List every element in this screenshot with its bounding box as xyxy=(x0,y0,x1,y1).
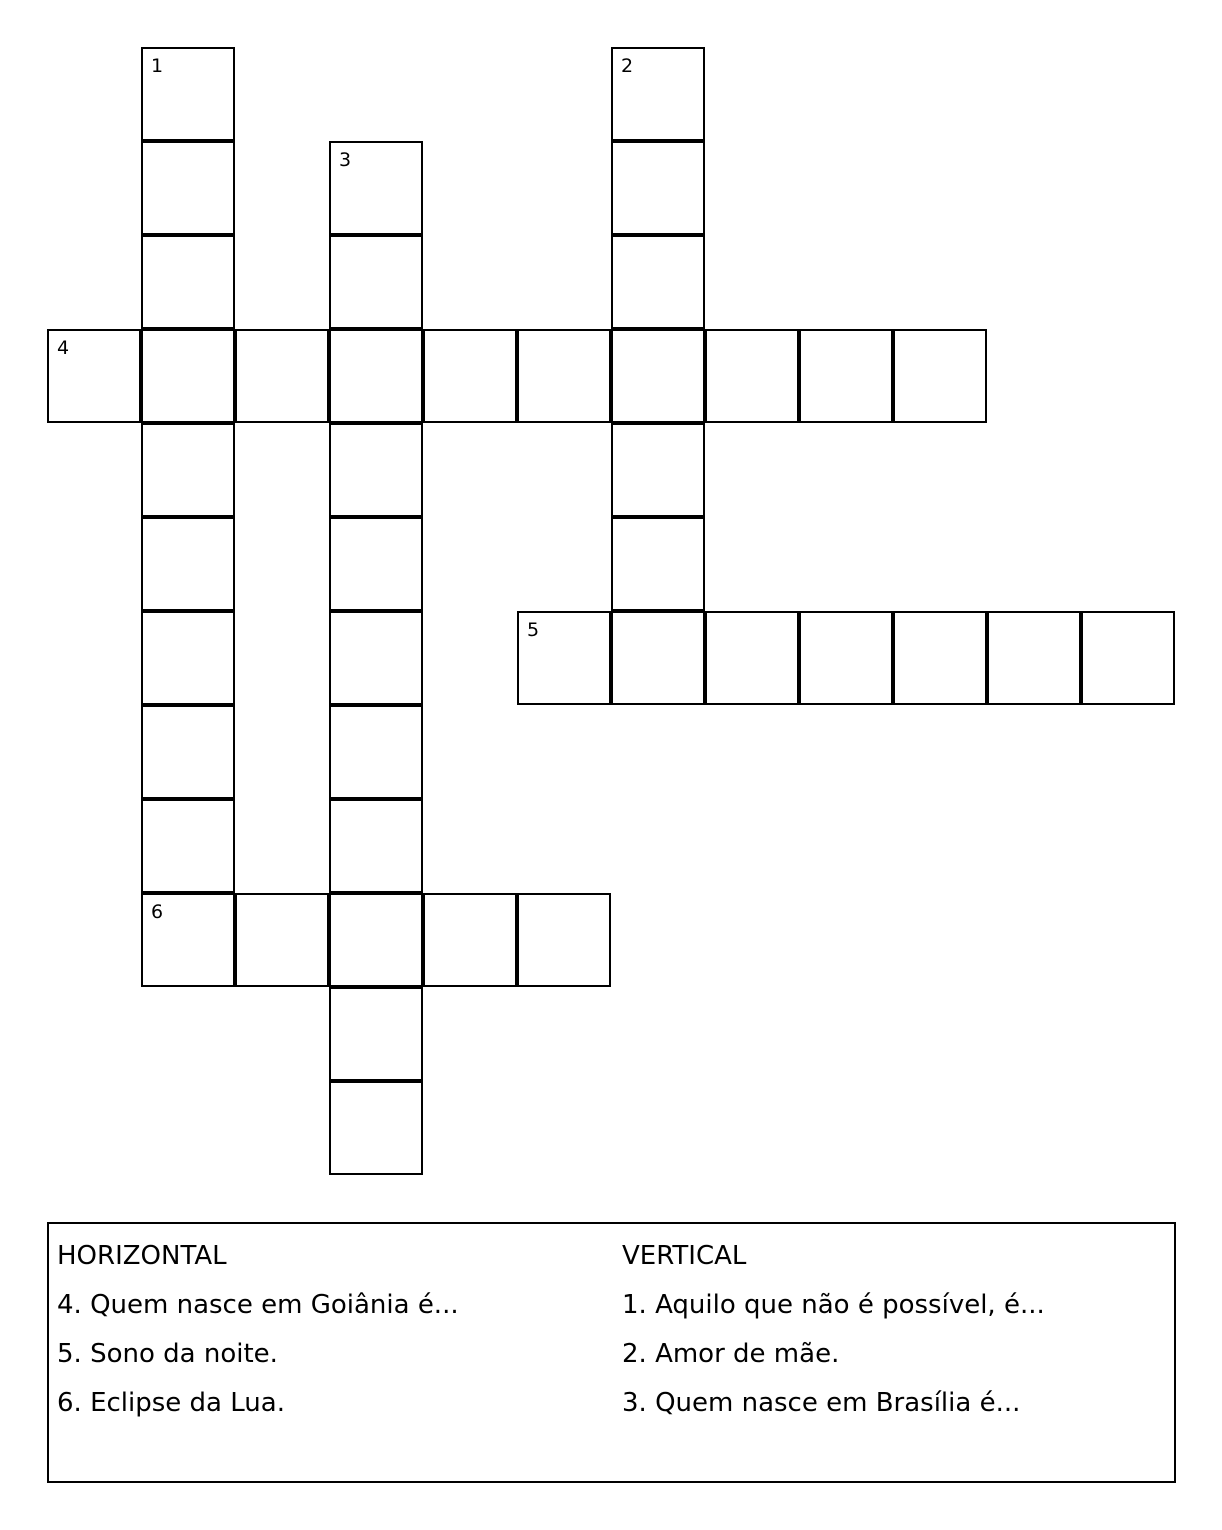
grid-cell[interactable] xyxy=(141,47,235,141)
clue-number: 2 xyxy=(621,55,634,77)
grid-cell[interactable] xyxy=(1081,611,1175,705)
grid-cell[interactable] xyxy=(893,611,987,705)
clue-number: 1 xyxy=(151,55,164,77)
grid-cell[interactable] xyxy=(235,893,329,987)
clue-number: 5 xyxy=(527,619,540,641)
clue-horizontal-4: 4. Quem nasce em Goiânia é... xyxy=(57,1290,459,1320)
clue-vertical-3: 3. Quem nasce em Brasília é... xyxy=(622,1388,1021,1418)
grid-cell[interactable] xyxy=(329,705,423,799)
clue-vertical-1: 1. Aquilo que não é possível, é... xyxy=(622,1290,1045,1320)
clue-number: 3 xyxy=(339,149,352,171)
grid-cell[interactable] xyxy=(987,611,1081,705)
grid-cell[interactable] xyxy=(141,423,235,517)
grid-cell[interactable] xyxy=(141,329,235,423)
grid-cell[interactable] xyxy=(235,329,329,423)
clue-number: 6 xyxy=(151,901,164,923)
grid-cell[interactable] xyxy=(141,799,235,893)
grid-cell[interactable] xyxy=(329,987,423,1081)
grid-cell[interactable] xyxy=(611,329,705,423)
clue-horizontal-6: 6. Eclipse da Lua. xyxy=(57,1388,285,1418)
grid-cell[interactable] xyxy=(47,329,141,423)
clue-number: 4 xyxy=(57,337,70,359)
grid-cell[interactable] xyxy=(329,235,423,329)
grid-cell[interactable] xyxy=(329,799,423,893)
clue-horizontal-5: 5. Sono da noite. xyxy=(57,1339,278,1369)
clue-vertical-2: 2. Amor de mãe. xyxy=(622,1339,840,1369)
grid-cell[interactable] xyxy=(329,893,423,987)
grid-cell[interactable] xyxy=(611,141,705,235)
grid-cell[interactable] xyxy=(329,611,423,705)
grid-cell[interactable] xyxy=(141,611,235,705)
grid-cell[interactable] xyxy=(799,329,893,423)
grid-cell[interactable] xyxy=(329,1081,423,1175)
grid-cell[interactable] xyxy=(611,517,705,611)
grid-cell[interactable] xyxy=(517,893,611,987)
grid-cell[interactable] xyxy=(799,611,893,705)
grid-cell[interactable] xyxy=(611,235,705,329)
vertical-heading: VERTICAL xyxy=(622,1241,747,1271)
grid-cell[interactable] xyxy=(611,47,705,141)
grid-cell[interactable] xyxy=(705,611,799,705)
grid-cell[interactable] xyxy=(705,329,799,423)
grid-cell[interactable] xyxy=(517,611,611,705)
vertical-clues xyxy=(622,1238,1045,1434)
grid-cell[interactable] xyxy=(423,893,517,987)
grid-cell[interactable] xyxy=(329,141,423,235)
grid-cell[interactable] xyxy=(611,423,705,517)
grid-cell[interactable] xyxy=(141,235,235,329)
grid-cell[interactable] xyxy=(611,611,705,705)
grid-cell[interactable] xyxy=(423,329,517,423)
grid-cell[interactable] xyxy=(141,705,235,799)
grid-cell[interactable] xyxy=(141,517,235,611)
grid-cell[interactable] xyxy=(329,329,423,423)
grid-cell[interactable] xyxy=(517,329,611,423)
clues-box xyxy=(47,1222,1176,1483)
grid-cell[interactable] xyxy=(329,517,423,611)
grid-cell[interactable] xyxy=(141,141,235,235)
horizontal-heading: HORIZONTAL xyxy=(57,1241,227,1271)
grid-cell[interactable] xyxy=(141,893,235,987)
grid-cell[interactable] xyxy=(329,423,423,517)
grid-cell[interactable] xyxy=(893,329,987,423)
horizontal-clues xyxy=(57,1238,459,1434)
